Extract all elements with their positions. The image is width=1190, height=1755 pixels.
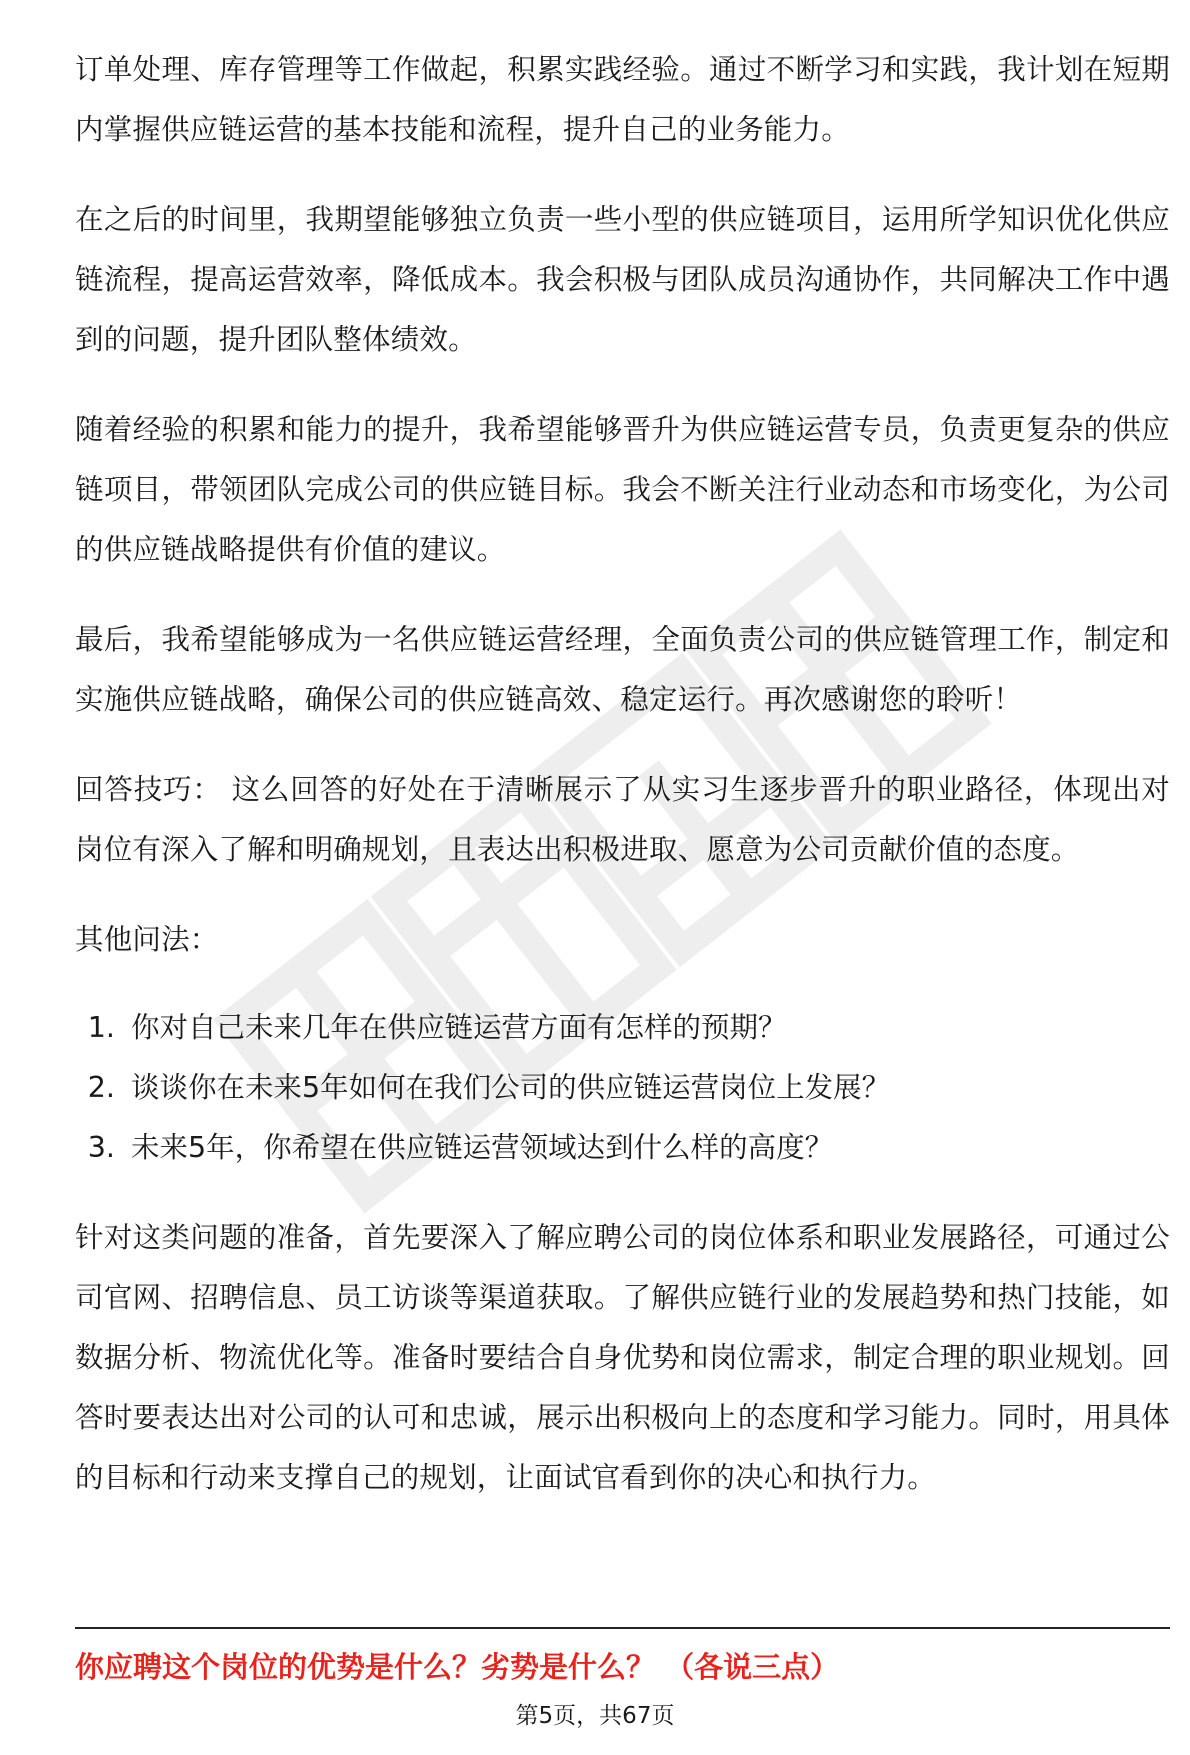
answer-tips: 回答技巧： 这么回答的好处在于清晰展示了从实习生逐步晋升的职业路径，体现出对岗位有深入了解和明确规划，且表达出积极进取、愿意为公司贡献价值的态度。 bbox=[75, 773, 1170, 866]
other-questions-list bbox=[75, 998, 1170, 1178]
list-item-number: 3. bbox=[87, 1131, 115, 1164]
list-item bbox=[75, 998, 1170, 1058]
list-item-text: 你对自己未来几年在供应链运营方面有怎样的预期？ bbox=[131, 1011, 787, 1044]
paragraph-long-term-plan: 最后，我希望能够成为一名供应链运营经理，全面负责公司的供应链管理工作，制定和实施供应链战略，确保公司的供应链高效、稳定运行。再次感谢您的聆听！ bbox=[75, 623, 1170, 716]
list-item-text: 未来5年，你希望在供应链运营领域达到什么样的高度？ bbox=[131, 1131, 834, 1164]
section-divider bbox=[75, 1627, 1170, 1629]
list-item-number: 2. bbox=[87, 1071, 115, 1104]
preparation-advice: 针对这类问题的准备，首先要深入了解应聘公司的岗位体系和职业发展路径，可通过公司官网、招聘信息、员工访谈等渠道获取。了解供应链行业的发展趋势和热门技能，如数据分析、物流优化等。准备时要结合自身优势和岗位需求，制定合理的职业规划。回答时要表达出对公司的认可和忠诚，展示出积极向上的态度和学习能力。同时，用具体的目标和行动来支撑自己的规划，让面试官看到你的决心和执行力。 bbox=[75, 1221, 1170, 1494]
list-item-number: 1. bbox=[87, 1011, 115, 1044]
list-item-text: 谈谈你在未来5年如何在我们公司的供应链运营岗位上发展？ bbox=[131, 1071, 891, 1104]
paragraph-short-term-plan: 订单处理、库存管理等工作做起，积累实践经验。通过不断学习和实践，我计划在短期内掌握供应链运营的基本技能和流程，提升自己的业务能力。 bbox=[75, 53, 1170, 146]
other-questions-heading: 其他问法： bbox=[75, 923, 219, 956]
next-question-heading: 你应聘这个岗位的优势是什么？劣势是什么？ （各说三点） bbox=[75, 1650, 840, 1684]
list-item bbox=[75, 1058, 1170, 1118]
document-body bbox=[75, 40, 1170, 1538]
list-item bbox=[75, 1118, 1170, 1178]
paragraph-promotion-plan: 随着经验的积累和能力的提升，我希望能够晋升为供应链运营专员，负责更复杂的供应链项目，带领团队完成公司的供应链目标。我会不断关注行业动态和市场变化，为公司的供应链战略提供有价值的建议。 bbox=[75, 413, 1170, 566]
page-number: 第5页，共67页 bbox=[515, 1703, 675, 1729]
paragraph-mid-term-plan: 在之后的时间里，我期望能够独立负责一些小型的供应链项目，运用所学知识优化供应链流程，提高运营效率，降低成本。我会积极与团队成员沟通协作，共同解决工作中遇到的问题，提升团队整体绩效。 bbox=[75, 203, 1170, 356]
